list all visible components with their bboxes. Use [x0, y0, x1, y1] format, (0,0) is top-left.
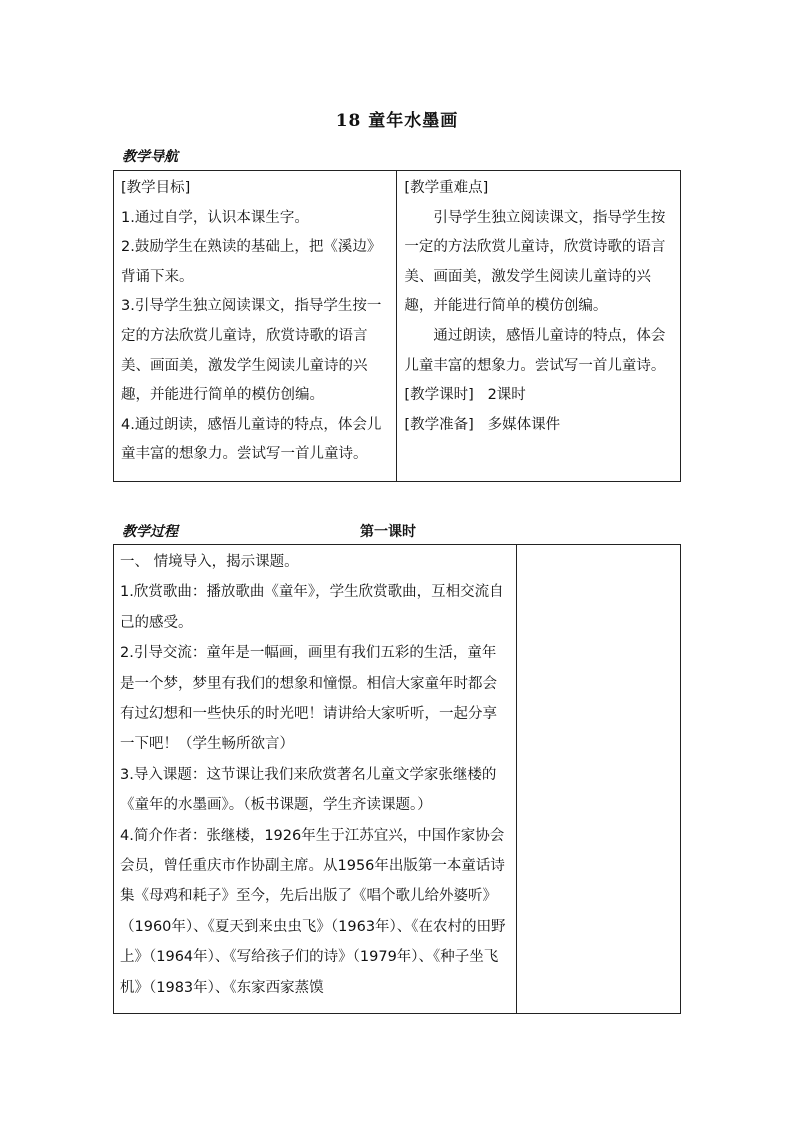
lesson-label: 第一课时 [360, 524, 416, 540]
process-step: 2.引导交流：童年是一幅画，画里有我们五彩的生活，童年是一个梦，梦里有我们的想象和憧憬。相信大家童年时都会有过幻想和一些快乐的时光吧！请讲给大家听听，一起分享一下吧！（学生畅所欲言） [120, 645, 497, 753]
objective-item: 2.鼓励学生在熟读的基础上，把《溪边》背诵下来。 [121, 239, 382, 285]
process-step: 3.导入课题：这节课让我们来欣赏著名儿童文学家张继楼的《童年的水墨画》。（板书课题，学生齐读课题。） [120, 766, 497, 814]
process-step: 一、 情境导入，揭示课题。 [120, 554, 299, 570]
section-label-process: 教学过程 [122, 524, 178, 540]
section-label-nav: 教学导航 [122, 149, 178, 165]
prep-row [404, 411, 675, 441]
process-content-cell [114, 545, 517, 1014]
key-points-cell [397, 171, 681, 482]
objective-item: 1.通过自学，认识本课生字。 [121, 209, 309, 226]
objective-item: 3.引导学生独立阅读课文，指导学生按一定的方法欣赏儿童诗，欣赏诗歌的语言美、画面美，激发学生阅读儿童诗的兴趣，并能进行简单的模仿创编。 [121, 298, 382, 404]
prep-label: [教学准备] [404, 416, 474, 433]
process-step: 4.简介作者：张继楼，1926年生于江苏宜兴，中国作家协会会员，曾任重庆市作协副主席。从1956年出版第一本童话诗集《母鸡和耗子》至今，先后出版了《唱个歌儿给外婆听》（1960年）、《夏天到来虫虫飞》（1963年）、《在农村的田野上》（1964年）、《写给孩子们的诗》（1979年）、《种子坐飞机》（1983年）、《东家西家蒸馍 [120, 827, 506, 996]
objectives-heading: [教学目标] [121, 180, 191, 196]
objectives-cell [114, 171, 397, 482]
key-points-heading: [教学重难点] [404, 180, 489, 196]
key-point-paragraph: 引导学生独立阅读课文，指导学生按一定的方法欣赏儿童诗，欣赏诗歌的语言美、画面美，激发学生阅读儿童诗的兴趣，并能进行简单的模仿创编。 [404, 209, 666, 315]
teaching-process-table [113, 544, 681, 1014]
hours-value: 2课时 [487, 387, 526, 404]
key-point-paragraph: 通过朗读，感悟儿童诗的特点，体会儿童丰富的想象力。尝试写一首儿童诗。 [404, 327, 666, 374]
objective-item: 4.通过朗读，感悟儿童诗的特点，体会儿童丰富的想象力。尝试写一首儿童诗。 [121, 416, 382, 463]
prep-value: 多媒体课件 [487, 416, 561, 433]
page-title: 18 童年水墨画 [335, 111, 459, 131]
process-step: 1.欣赏歌曲：播放歌曲《童年》，学生欣赏歌曲，互相交流自己的感受。 [120, 584, 504, 631]
teaching-nav-table [113, 170, 681, 482]
hours-row [404, 381, 675, 411]
hours-label: [教学课时] [404, 387, 474, 404]
notes-cell [516, 545, 680, 1014]
